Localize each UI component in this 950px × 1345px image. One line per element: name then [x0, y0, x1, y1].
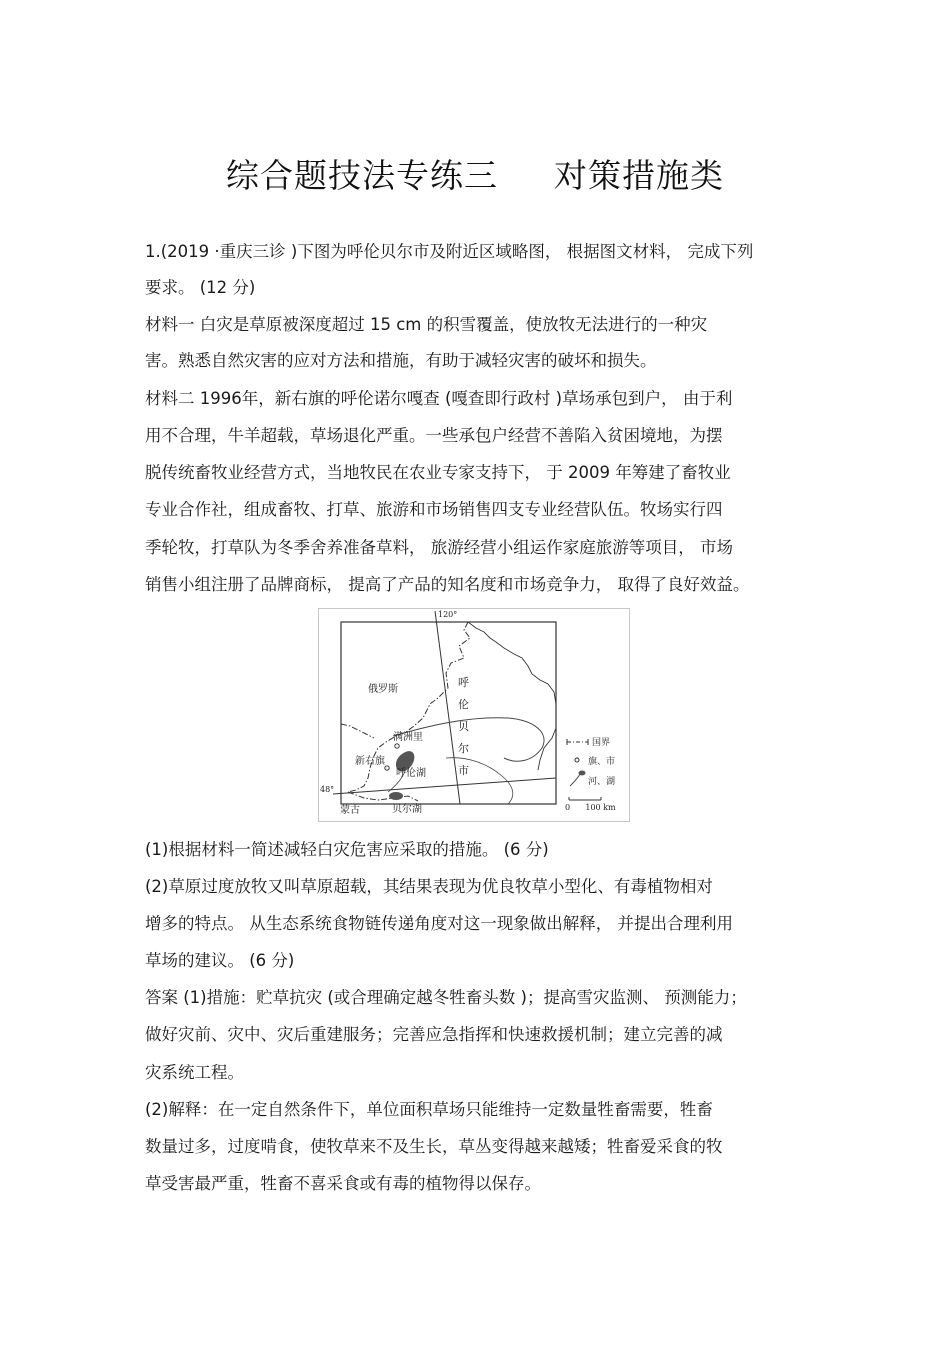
buir-lake	[389, 792, 403, 800]
legend-river-label: 河、湖	[588, 777, 616, 787]
hulunhu-label: 呼伦湖	[396, 768, 426, 779]
material-two-line-4: 专业合作社，组成畜牧、打草、旅游和市场销售四支专业经营队伍。牧场实行四	[145, 500, 723, 519]
answer-2-line-1: (2)解释：在一定自然条件下，单位面积草场只能维持一定数量牲畜需要，牲畜	[145, 1100, 713, 1119]
russia-label: 俄罗斯	[368, 684, 398, 695]
answer-1-line-1: 答案 (1)措施：贮草抗灾 (或合理确定越冬牲畜头数 )；提高雪灾监测、 预测能力；	[145, 988, 747, 1007]
manzhouli-marker	[395, 744, 399, 748]
answer-1-line-3: 灾系统工程。	[145, 1063, 244, 1082]
mongolia-label: 蒙古	[340, 805, 360, 816]
question-intro-line-2: 要求。 (12 分)	[145, 278, 256, 297]
hulunbuir-char-2: 伦	[458, 698, 469, 711]
beierhu-label: 贝尔湖	[392, 804, 422, 815]
hulunbuir-char-4: 尔	[458, 742, 469, 755]
region-map	[318, 608, 630, 822]
material-two-line-1: 材料二 1996年，新右旗的呼伦诺尔嘎查 (嘎查即行政村 )草场承包到户， 由于利	[145, 389, 733, 408]
material-two-line-5: 季轮牧，打草队为冬季舍养准备草料， 旅游经营小组运作家庭旅游等项目， 市场	[145, 538, 733, 557]
legend-scale-label: 0 100 km	[565, 803, 616, 812]
question-1: (1)根据材料一简述减轻白灾危害应采取的措施。 (6 分)	[145, 840, 549, 859]
map-outer-frame	[319, 609, 630, 822]
legend-city-label: 旗、市	[588, 757, 616, 767]
xinyouqi-label: 新右旗	[355, 756, 385, 767]
material-two-line-3: 脱传统畜牧业经营方式，当地牧民在农业专家支持下， 于 2009 年筹建了畜牧业	[145, 463, 731, 482]
answer-1-line-2: 做好灾前、灾中、灾后重建服务；完善应急指挥和快速救援机制；建立完善的减	[145, 1025, 723, 1044]
answer-2-line-3: 草受害最严重，牲畜不喜采食或有毒的植物得以保存。	[145, 1174, 541, 1193]
question-2-line-2: 增多的特点。 从生态系统食物链传递角度对这一现象做出解释， 并提出合理利用	[145, 914, 733, 933]
question-intro-line-1: 1.(2019 ·重庆三诊 )下图为呼伦贝尔市及附近区域略图， 根据图文材料， 完成下列	[145, 242, 754, 261]
manzhouli-label: 满洲里	[393, 732, 423, 743]
material-two-line-6: 销售小组注册了品牌商标， 提高了产品的知名度和市场竞争力， 取得了良好效益。	[145, 575, 750, 594]
hulunbuir-char-1: 呼	[458, 676, 469, 689]
lat-label: 48°	[320, 785, 335, 794]
legend-city-symbol	[575, 758, 579, 762]
page-title: 综合题技法专练三 对策措施类	[226, 156, 724, 195]
hulunbuir-char-5: 市	[458, 764, 469, 777]
hulunbuir-char-3: 贝	[458, 720, 469, 733]
material-one-line-2: 害。熟悉自然灾害的应对方法和措施，有助于减轻灾害的破坏和损失。	[145, 351, 657, 370]
question-2-line-3: 草场的建议。 (6 分)	[145, 951, 295, 970]
legend-border-label: 国界	[592, 738, 611, 748]
material-two-line-2: 用不合理，牛羊超载，草场退化严重。一些承包户经营不善陷入贫困境地，为摆	[145, 426, 723, 445]
lon-label: 120°	[438, 610, 458, 619]
material-one-line-1: 材料一 白灾是草原被深度超过 15 cm 的积雪覆盖，使放牧无法进行的一种灾	[145, 315, 708, 334]
xinyouqi-marker	[385, 766, 389, 770]
answer-2-line-2: 数量过多，过度啃食，使牧草来不及生长，草丛变得越来越矮；牲畜爱采食的牧	[145, 1137, 723, 1156]
question-2-line-1: (2)草原过度放牧又叫草原超载，其结果表现为优良牧草小型化、有毒植物相对	[145, 877, 713, 896]
